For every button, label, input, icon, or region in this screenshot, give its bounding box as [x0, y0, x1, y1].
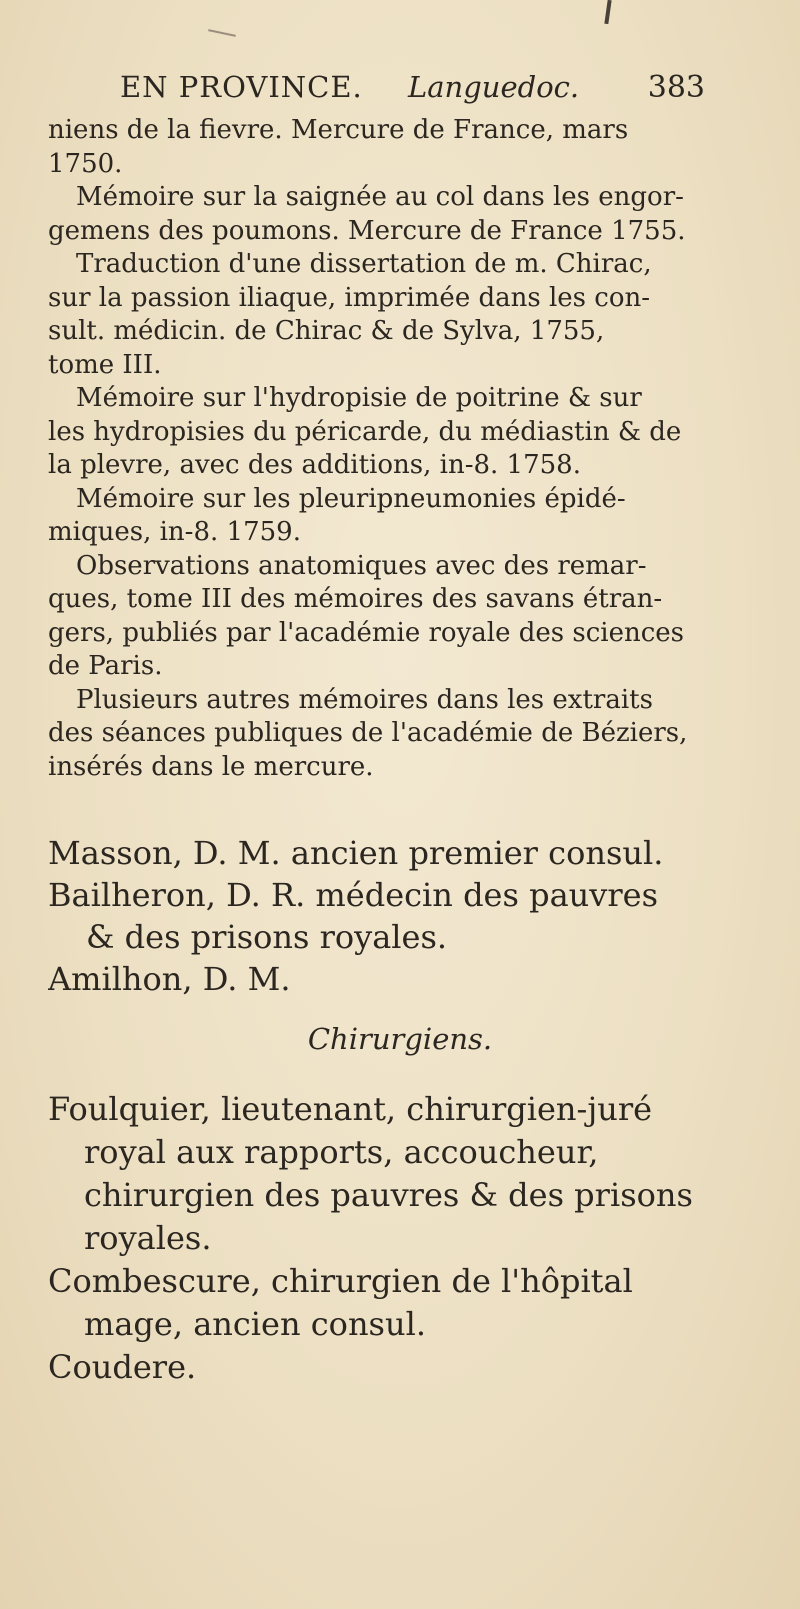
text-line: Mémoire sur l'hydropisie de poitrine & sur: [76, 383, 642, 413]
running-header: [120, 66, 705, 110]
text-line: sult. médicin. de Chirac & de Sylva, 1755,: [48, 316, 605, 346]
list-item: chirurgien des pauvres & des prisons: [84, 1176, 693, 1214]
text-line: ques, tome III des mémoires des savans étran-: [48, 584, 663, 614]
text-line: Plusieurs autres mémoires dans les extraits: [76, 684, 653, 715]
list-item: mage, ancien consul.: [84, 1305, 426, 1343]
list-item: Coudere.: [48, 1348, 197, 1386]
page-number: 383: [647, 70, 705, 105]
list-item: Combescure, chirurgien de l'hôpital: [48, 1262, 633, 1300]
text-line: insérés dans le mercure.: [48, 751, 374, 782]
list-item: royal aux rapports, accoucheur,: [84, 1133, 599, 1171]
list-item: Foulquier, lieutenant, chirurgien-juré: [48, 1090, 653, 1128]
surgeons-list: [48, 1088, 698, 1389]
list-item: royales.: [84, 1219, 212, 1257]
text-line: gers, publiés par l'académie royale des sciences: [48, 617, 685, 648]
physicians-list: [48, 832, 698, 1000]
text-line: les hydropisies du péricarde, du médiastin & de: [48, 416, 682, 447]
text-line: tome III.: [48, 349, 162, 380]
text-line: de Paris.: [48, 651, 163, 681]
list-item: Masson, D. M. ancien premier consul.: [48, 834, 664, 872]
text-line: des séances publiques de l'académie de Béziers,: [48, 718, 688, 748]
region-title: Languedoc.: [408, 70, 580, 104]
list-item: Bailheron, D. R. médecin des pauvres: [48, 876, 658, 914]
text-line: niens de la fievre. Mercure de France, mars: [48, 115, 629, 145]
running-head: EN PROVINCE.: [120, 70, 363, 104]
list-item: Amilhon, D. M.: [48, 960, 291, 998]
section-title: Chirurgiens.: [307, 1022, 493, 1056]
text-line: Observations anatomiques avec des remar-: [76, 550, 647, 581]
ink-mark: [208, 22, 238, 40]
text-line: Mémoire sur les pleuripneumonies épidé-: [76, 483, 626, 514]
text-line: gemens des poumons. Mercure de France 1755.: [48, 215, 686, 246]
list-item: & des prisons royales.: [86, 918, 448, 956]
text-line: Traduction d'une dissertation de m. Chirac,: [76, 249, 652, 279]
text-line: miques, in-8. 1759.: [48, 517, 301, 547]
text-line: 1750.: [48, 148, 123, 179]
bibliography-text: [48, 114, 698, 784]
ink-stroke: [604, 0, 611, 24]
text-line: la plevre, avec des additions, in-8. 1758.: [48, 450, 581, 480]
text-line: sur la passion iliaque, imprimée dans les con-: [48, 282, 651, 313]
text-line: Mémoire sur la saignée au col dans les engor-: [76, 182, 684, 212]
